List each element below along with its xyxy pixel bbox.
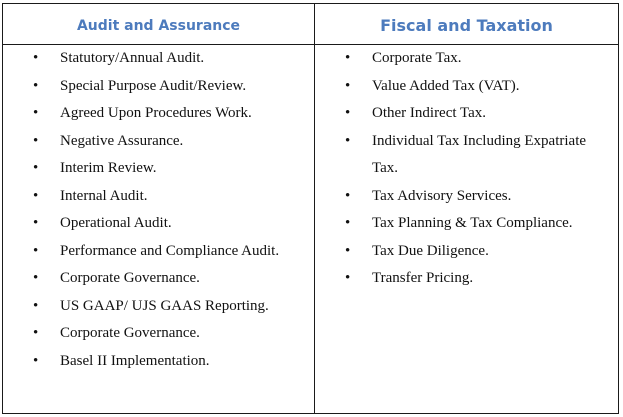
list-item: • Transfer Pricing. <box>315 265 618 293</box>
list-item: • Interim Review. <box>3 155 314 183</box>
list-item: • Negative Assurance. <box>3 128 314 156</box>
list-item: • Operational Audit. <box>3 210 314 238</box>
list-item: • Corporate Governance. <box>3 265 314 293</box>
list-item: • Individual Tax Including Expatriate Tax. <box>315 128 618 183</box>
list-item: • Statutory/Annual Audit. <box>3 45 314 73</box>
list-item: • Agreed Upon Procedures Work. <box>3 100 314 128</box>
list-item: • Tax Planning & Tax Compliance. <box>315 210 618 238</box>
list-item: • Value Added Tax (VAT). <box>315 73 618 101</box>
list-item: • Performance and Compliance Audit. <box>3 238 314 266</box>
fiscal-taxation-heading: Fiscal and Taxation <box>380 16 553 35</box>
list-item: • Corporate Governance. <box>3 320 314 348</box>
list-item: • Tax Advisory Services. <box>315 183 618 211</box>
list-item: • Basel II Implementation. <box>3 348 314 376</box>
list-item: • US GAAP/ UJS GAAS Reporting. <box>3 293 314 321</box>
list-item: • Special Purpose Audit/Review. <box>3 73 314 101</box>
fiscal-taxation-list <box>315 45 618 293</box>
list-item: • Internal Audit. <box>3 183 314 211</box>
audit-assurance-list <box>3 45 314 375</box>
services-table <box>2 3 619 414</box>
audit-assurance-heading: Audit and Assurance <box>76 18 241 34</box>
list-item: • Corporate Tax. <box>315 45 618 73</box>
list-item: • Tax Due Diligence. <box>315 238 618 266</box>
list-item: • Other Indirect Tax. <box>315 100 618 128</box>
